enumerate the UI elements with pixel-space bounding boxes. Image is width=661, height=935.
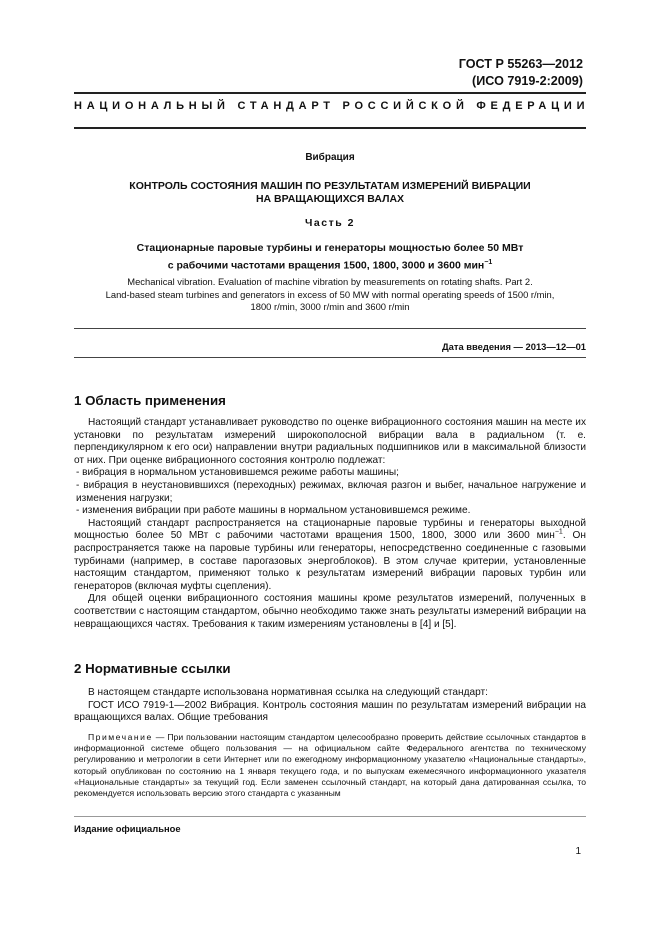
- english-line2: Land-based steam turbines and generators in excess of 50 MW with normal operating speeds of 1500 r/min,: [105, 288, 555, 300]
- subtitle-line2-text: с рабочими частотами вращения 1500, 1800, 3000 и 3600 мин: [167, 259, 485, 271]
- english-line3: 1800 r/min, 3000 r/min and 3600 r/min: [250, 301, 410, 313]
- iso-code: (ИСО 7919-2:2009): [472, 74, 583, 88]
- title-category: Вибрация: [305, 152, 355, 163]
- english-line1: Mechanical vibration. Evaluation of machine vibration by measurements on rotating shafts. Part 2.: [127, 276, 533, 287]
- introduction-date: Дата введения — 2013—12—01: [441, 341, 586, 352]
- note-label: Примечание: [88, 732, 153, 742]
- section1-list-item1: - вибрация в нормальном установившемся режиме работы машины;: [76, 467, 399, 479]
- title-subtitle: [74, 242, 586, 273]
- section1-paragraph2-a: Настоящий стандарт распространяется на стационарные паровые турбины и генераторы выходной мощностью более 50 МВт с рабочими частотами вращения 1500, 1800, 3000 или 3600 мин: [74, 517, 586, 542]
- section1-paragraph2-b: . Он распространяется также на паровые турбины или генераторы, непосредственно соединенные с газовыми турбинами (например, в составе парогазовых энергоблоков). В этом случае критерии, установленные настоящим стандартом, применяют только к результатам измерений вибрации паровых турбин или генераторов (включая муфты сцепления).: [74, 530, 586, 592]
- section1-paragraph3: Для общей оценки вибрационного состояния машины кроме результатов измерений, полученных в соответствии с настоящим стандартом, обычно необходимо также знать результаты измерений вибрации на невращающихся частях. Требования к таким измерениям установлены в [4] и [5].: [74, 593, 587, 630]
- section1-title: 1 Область применения: [74, 393, 226, 408]
- gost-code: ГОСТ Р 55263—2012: [458, 57, 583, 71]
- title-main-line2: НА ВРАЩАЮЩИХСЯ ВАЛАХ: [255, 193, 405, 205]
- title-block-rule: [74, 328, 586, 329]
- footer-rule: [74, 816, 586, 817]
- section1-paragraph2: [74, 518, 586, 594]
- section2-body: [74, 687, 586, 725]
- section1-list-item2: - вибрация в неустановившихся (переходных) режимах, включая разгон и выбег, начальное нагружение и изменения нагрузки;: [76, 479, 586, 504]
- title-part: Часть 2: [305, 217, 355, 229]
- subtitle-line2: [74, 256, 586, 273]
- title-main-line1: КОНТРОЛЬ СОСТОЯНИЯ МАШИН ПО РЕЗУЛЬТАТАМ ИЗМЕРЕНИЙ ВИБРАЦИИ: [129, 180, 531, 192]
- header-rule-top: [74, 92, 586, 94]
- date-rule: [74, 357, 586, 358]
- standard-designation: [459, 56, 583, 90]
- title-english: [74, 276, 586, 314]
- section1-list-item3: - изменения вибрации при работе машины в нормальном установившемся режиме.: [76, 505, 471, 517]
- section2-title: 2 Нормативные ссылки: [74, 661, 231, 676]
- section1-paragraph1: Настоящий стандарт устанавливает руководство по оценке вибрационного состояния машин на месте их установки по результатам измерений широкополосной вибрации вала в радиальном (т. е. перпендикулярном к его оси) направлении внутри радиальных подшипников или в максимальной близости от них. При оценке вибрационного состояния контролю подлежат:: [74, 417, 586, 466]
- subtitle-sup: −1: [484, 258, 493, 266]
- note-block: [74, 732, 586, 799]
- section1-body: [74, 417, 586, 631]
- title-main: [74, 180, 586, 206]
- national-standard-banner: НАЦИОНАЛЬНЫЙ СТАНДАРТ РОССИЙСКОЙ ФЕДЕРАЦИИ: [74, 100, 590, 112]
- section2-reference: ГОСТ ИСО 7919-1—2002 Вибрация. Контроль состояния машин по результатам измерений вибрации на вращающихся валах. Общие требования: [74, 699, 586, 724]
- section2-paragraph1: В настоящем стандарте использована нормативная ссылка на следующий стандарт:: [88, 687, 488, 698]
- header-rule-bottom: [74, 127, 586, 129]
- edition-label: Издание официальное: [74, 823, 181, 834]
- section1-paragraph2-sup: −1: [554, 528, 563, 536]
- page-number: 1: [575, 846, 581, 857]
- note-text: — При пользовании настоящим стандартом целесообразно проверить действие ссылочных стандартов в информационной системе общего пользования — на официальном сайте Федерального агентства по техническому регулированию и метрологии в сети Интернет или по ежегодному информационному указателю «Национальные стандарты», который опубликован по состоянию на 1 января текущего года, и по выпускам ежемесячного информационного указателя «Национальные стандарты» за текущий год. Если заменен ссылочный стандарт, на который дана датированная ссылка, то рекомендуется использовать версию этого стандарта с указанным: [74, 732, 586, 799]
- note-paragraph: [74, 732, 586, 799]
- subtitle-line1: Стационарные паровые турбины и генераторы мощностью более 50 МВт: [136, 242, 524, 254]
